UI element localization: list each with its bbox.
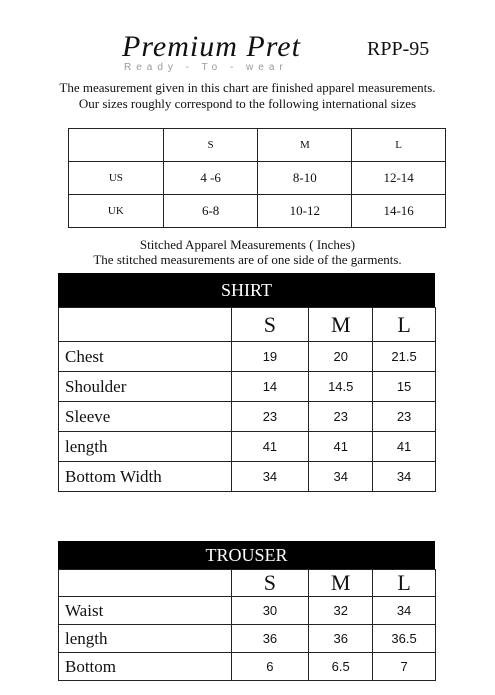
stitched-title: Stitched Apparel Measurements ( Inches) [139, 237, 356, 252]
brand-tagline: Ready - To - wear [124, 62, 288, 73]
table-cell: 34 [231, 462, 309, 492]
size-header-l: L [352, 129, 446, 162]
size-header-m: M [309, 308, 373, 342]
table-cell: 36 [309, 625, 373, 653]
row-label: Bottom Width [59, 462, 232, 492]
table-row [59, 625, 436, 653]
table-header-row [59, 308, 436, 342]
stitched-note: The stitched measurements are of one side of the garments. [93, 252, 402, 267]
table-row [69, 162, 446, 195]
table-cell: 6 [231, 653, 309, 681]
table-cell: 14-16 [352, 195, 446, 228]
table-row [59, 462, 436, 492]
table-cell: 41 [373, 432, 436, 462]
table-cell: 12-14 [352, 162, 446, 195]
table-cell [59, 308, 232, 342]
table-cell: 32 [309, 597, 373, 625]
size-header-m: M [258, 129, 352, 162]
table-cell: 23 [231, 402, 309, 432]
brand-name: Premium Pret [122, 30, 301, 63]
table-cell: 15 [373, 372, 436, 402]
size-header-s: S [163, 129, 258, 162]
row-label: Shoulder [59, 372, 232, 402]
size-header-l: L [373, 570, 436, 597]
table-cell: 21.5 [373, 342, 436, 372]
table-cell: 10-12 [258, 195, 352, 228]
row-label: length [59, 432, 232, 462]
size-header-s: S [231, 570, 309, 597]
table-row [59, 372, 436, 402]
table-cell: 34 [309, 462, 373, 492]
table-cell: 6.5 [309, 653, 373, 681]
table-cell: 34 [373, 597, 436, 625]
table-cell: 7 [373, 653, 436, 681]
table-cell: 23 [309, 402, 373, 432]
row-label: Sleeve [59, 402, 232, 432]
size-header-s: S [231, 308, 309, 342]
table-cell: 14 [231, 372, 309, 402]
table-row [59, 432, 436, 462]
table-cell: 36 [231, 625, 309, 653]
table-header-row [59, 570, 436, 597]
table-cell [69, 129, 164, 162]
row-label: length [59, 625, 232, 653]
table-row [59, 342, 436, 372]
table-cell: 23 [373, 402, 436, 432]
table-cell: 8-10 [258, 162, 352, 195]
table-cell: 4 -6 [163, 162, 258, 195]
table-row [69, 195, 446, 228]
row-label: US [69, 162, 164, 195]
product-code: RPP-95 [367, 38, 430, 60]
table-row [59, 653, 436, 681]
international-size-table [68, 128, 446, 228]
intro-line-1: The measurement given in this chart are finished apparel measurements. [59, 80, 436, 95]
row-label: UK [69, 195, 164, 228]
table-cell [59, 570, 232, 597]
intro-line-2: Our sizes roughly correspond to the following international sizes [78, 96, 417, 111]
size-header-l: L [373, 308, 436, 342]
size-header-m: M [309, 570, 373, 597]
table-cell: 41 [309, 432, 373, 462]
table-cell: 36.5 [373, 625, 436, 653]
row-label: Waist [59, 597, 232, 625]
shirt-section-title: SHIRT [58, 273, 435, 307]
row-label: Bottom [59, 653, 232, 681]
table-cell: 14.5 [309, 372, 373, 402]
trouser-measurement-table [58, 569, 436, 681]
table-header-row [69, 129, 446, 162]
table-row [59, 597, 436, 625]
table-cell: 6-8 [163, 195, 258, 228]
table-cell: 41 [231, 432, 309, 462]
row-label: Chest [59, 342, 232, 372]
table-row [59, 402, 436, 432]
shirt-measurement-table [58, 307, 436, 492]
table-cell: 19 [231, 342, 309, 372]
trouser-section-title: TROUSER [58, 541, 435, 569]
table-cell: 20 [309, 342, 373, 372]
table-cell: 34 [373, 462, 436, 492]
table-cell: 30 [231, 597, 309, 625]
